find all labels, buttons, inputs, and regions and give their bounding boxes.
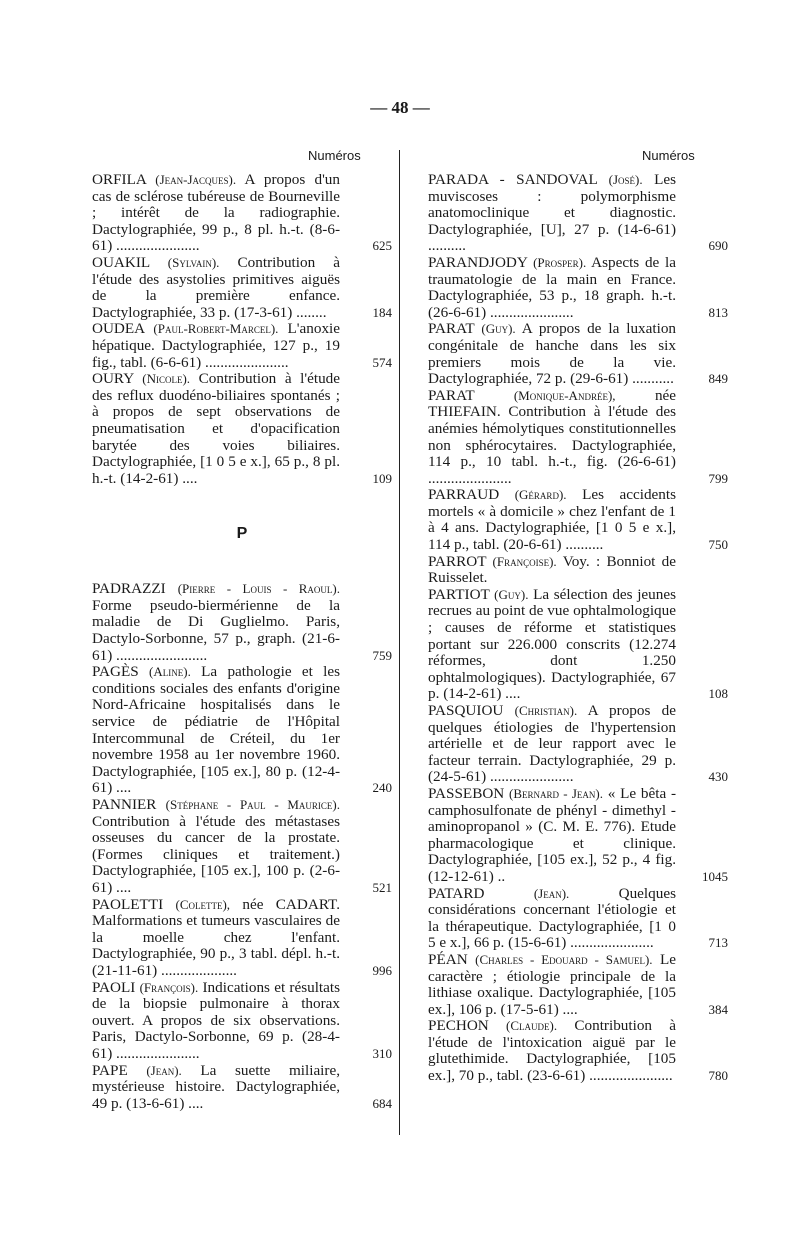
entry-text (92, 321, 340, 371)
entry-text (92, 664, 340, 797)
entry-given-name: (Christian). (514, 703, 578, 718)
index-entry (92, 664, 392, 797)
entry-given-name: (Jean). (533, 885, 570, 901)
entry-text (92, 797, 340, 897)
index-entry (428, 1018, 728, 1084)
entry-author: PAGÈS (92, 663, 139, 681)
entry-author: PASSEBON (428, 784, 505, 802)
entry-author: PAOLETTI (92, 895, 164, 913)
entry-author: PECHON (428, 1017, 489, 1035)
entry-number: 799 (708, 470, 728, 486)
entry-description: Indications et résultats de la biopsie pulmonaire à thorax ouvert. A propos de six observations. Paris, Dactylo-Sorbonne, 69 p. (28-4-61) ...................... (92, 978, 341, 1062)
index-entry (92, 371, 392, 487)
entry-description: Contribution à l'étude des métastases osseuses du cancer de la prostate. (Formes cliniques et traitement.) Dactylographiée, [105 ex.], 100 p. (2-6-61) .... (92, 812, 340, 896)
column-header-left: Numéros (308, 148, 361, 163)
index-entry (428, 321, 728, 387)
entry-number: 625 (372, 238, 392, 254)
entry-number: 780 (708, 1068, 728, 1084)
entry-given-name: (Prosper). (533, 254, 587, 270)
index-entry (428, 388, 728, 488)
index-entry (428, 786, 728, 886)
entry-description: Quelques considérations concernant l'étiologie et la thérapeutique. Dactylographiée, [1 0 5 e x.], 66 p. (15-6-61) ...................... (428, 884, 676, 952)
entry-description: Aspects de la traumatologie de la main en France. Dactylographiée, 53 p., 18 graph. h.-t. (26-6-61) ...................... (428, 253, 676, 321)
index-entry (92, 172, 392, 255)
entry-number: 240 (372, 780, 392, 796)
entry-description: La sélection des jeunes recrues au point de vue ophtalmologique ; causes de réforme et statistiques portant sur 226.000 conscrits (12.274 réformes, dont 1.250 ophtalmologiques). Dactylographiée, 67 p. (14-2-61) .... (428, 585, 677, 703)
entries-p (92, 581, 392, 1112)
index-entry (428, 952, 728, 1018)
entry-given-name: (Nicole). (142, 371, 191, 387)
entry-description: Les accidents mortels « à domicile » chez l'enfant de 1 à 4 ans. Dactylographiée, [1 0 5 e x.], 114 p., tabl. (20-6-61) .......... (428, 486, 677, 554)
entry-given-name: (Claude). (506, 1018, 558, 1034)
entry-given-name: (Colette), (175, 896, 231, 912)
entry-number: 750 (708, 537, 728, 553)
index-entry (92, 897, 392, 980)
entry-author: PARADA - SANDOVAL (428, 171, 598, 188)
entry-text (428, 587, 676, 703)
entry-given-name: (Guy). (481, 321, 516, 337)
entry-text (428, 786, 676, 886)
entry-description: La suette miliaire, mystérieuse histoire. Dactylographiée, 49 p. (13-6-61) .... (92, 1061, 340, 1112)
entry-author: PÉAN (428, 950, 468, 968)
entry-number: 1045 (702, 868, 728, 884)
entry-author: PARROT (428, 552, 487, 570)
entry-description: Voy. : Bonniot de Ruisselet. (428, 552, 676, 587)
entry-description: A propos de quelques étiologies de l'hypertension artérielle et de leur rapport avec le facteur terrain. Dactylographiée, 29 p. (24-5-61) ...................... (428, 702, 676, 786)
entry-number: 384 (708, 1001, 728, 1017)
entry-given-name: (Jean). (146, 1062, 182, 1078)
page-number: — 48 — (370, 98, 430, 117)
entry-description: Contribution à l'étude de l'intoxication aiguë par le glutethimide. Dactylographiée, [105 ex.], 70 p., tabl. (23-6-61) ...................... (428, 1017, 677, 1085)
entry-given-name: (Guy). (494, 586, 529, 602)
entry-author: PARANDJODY (428, 253, 528, 271)
entry-description: Les muviscoses : polymorphisme anatomoclinique et diagnostic. Dactylographiée, [U], 27 p. (14-6-61) .......... (428, 171, 677, 255)
entry-description: Le caractère ; étiologie principale de la lithiase oxalique. Dactylographiée, [105 ex.], 106 p. (17-5-61) .... (428, 950, 677, 1018)
entry-author: ORFILA (92, 171, 147, 188)
entries-o (92, 172, 392, 487)
index-entry (92, 581, 392, 664)
entry-number: 109 (372, 470, 392, 486)
index-entry (92, 1063, 392, 1113)
index-entry (92, 797, 392, 897)
index-entry (428, 587, 728, 703)
entry-number: 713 (708, 935, 728, 951)
entry-author: PANNIER (92, 796, 157, 813)
entry-author: PASQUIOU (428, 702, 504, 719)
entry-text (92, 897, 340, 980)
index-entry (428, 172, 728, 255)
entry-number: 813 (708, 304, 728, 320)
entry-number: 684 (372, 1095, 392, 1111)
entry-given-name: (Bernard - Jean). (509, 785, 603, 801)
entry-description: A propos de la luxation congénitale de hanche dans les six premiers mois de la vie. Dactylographiée, 72 p. (29-6-61) ........... (428, 320, 677, 388)
entry-given-name: (Aline). (149, 664, 191, 680)
entry-description: « Le bêta - camphosulfonate de phényl - dimethyl - aminopropanol » (C. M. E. 776). Etude pharmacologique et clinique. Dactylographiée, [105 ex.], 52 p., 4 fig. (12-12-61) .. (428, 784, 677, 885)
entry-description: L'anoxie hépatique. Dactylographiée, 127 p., 19 fig., tabl. (6-6-61) ...................... (92, 320, 341, 371)
entry-given-name: (François). (139, 979, 199, 995)
entry-text (428, 388, 676, 488)
entry-given-name: (Charles - Edouard - Samuel). (475, 951, 653, 967)
right-column (428, 172, 728, 1085)
index-entry (428, 703, 728, 786)
index-entry (428, 255, 728, 321)
entry-text (428, 255, 676, 321)
entry-text (92, 255, 340, 321)
entry-author: PATARD (428, 884, 485, 902)
entry-author: PARTIOT (428, 585, 490, 603)
entry-text (428, 554, 676, 587)
entry-author: PARRAUD (428, 486, 500, 504)
entry-author: PADRAZZI (92, 580, 166, 598)
index-entry (92, 255, 392, 321)
entry-text (428, 1018, 676, 1084)
entry-author: PARAT (428, 386, 475, 404)
entry-text (428, 703, 676, 786)
entry-number: 574 (372, 354, 392, 370)
entry-text (428, 952, 676, 1018)
entry-number: 849 (708, 371, 728, 387)
section-letter: P (236, 525, 248, 543)
entry-author: OUDEA (92, 320, 145, 338)
entry-description: née CADART. Malformations et tumeurs vasculaires de la moelle chez l'enfant. Dactylographiée, 90 p., 3 tabl. dépl. h.-t. (21-11-61) .................... (92, 895, 340, 979)
entry-description: née THIEFAIN. Contribution à l'étude des anémies hémolytiques constitutionnelles non sphérocytaires. Dactylographiée, 114 p., 10 tabl. h.-t., fig. (26-6-61) ...................... (428, 386, 677, 487)
entry-number: 996 (372, 962, 392, 978)
entry-author: OURY (92, 370, 134, 388)
entry-given-name: (Françoise). (492, 553, 557, 569)
index-entry (428, 487, 728, 553)
entry-text (92, 172, 340, 255)
entry-given-name: (José). (608, 172, 643, 187)
entry-given-name: (Sylvain). (167, 254, 220, 270)
column-header-right: Numéros (642, 148, 695, 163)
index-entry (92, 980, 392, 1063)
entry-number: 108 (708, 686, 728, 702)
entry-text (92, 980, 340, 1063)
entry-number: 690 (708, 238, 728, 254)
entry-text (92, 1063, 340, 1113)
entry-description: Contribution à l'étude des reflux duodéno-biliaires spontanés ; à propos de sept observations de pneumatisation et d'opacification barytée des voies biliaires. Dactylographiée, [1 0 5 e x.], 65 p., 8 pl. h.-t. (14-2-61) .... (92, 370, 341, 487)
entry-author: PARAT (428, 320, 475, 338)
index-entry (428, 554, 728, 587)
entry-author: OUAKIL (92, 253, 150, 271)
entry-author: PAPE (92, 1061, 128, 1079)
entry-number: 430 (708, 769, 728, 785)
entry-number: 759 (372, 647, 392, 663)
index-entry (428, 886, 728, 952)
entry-text (428, 321, 676, 387)
entry-number: 184 (372, 304, 392, 320)
column-divider (399, 150, 400, 1135)
entry-given-name: (Jean-Jacques). (155, 172, 237, 187)
entry-given-name: (Gérard). (514, 487, 567, 503)
entry-text (428, 487, 676, 553)
entry-description: Forme pseudo-biermérienne de la maladie de Di Guglielmo. Paris, Dactylo-Sorbonne, 57 p., graph. (21-6-61) ........................ (92, 596, 340, 664)
entry-author: PAOLI (92, 978, 136, 996)
entry-text (428, 172, 676, 255)
entry-text (92, 371, 340, 487)
entry-given-name: (Stéphane - Paul - Maurice). (165, 797, 341, 812)
entry-text (428, 886, 676, 952)
entry-given-name: (Paul-Robert-Marcel). (153, 321, 279, 337)
entry-number: 310 (372, 1045, 392, 1061)
entry-text (92, 581, 340, 664)
entry-given-name: (Pierre - Louis - Raoul). (177, 581, 340, 597)
index-entry (92, 321, 392, 371)
entry-description: Contribution à l'étude des asystolies primitives aiguës de la première enfance. Dactylographiée, 33 p. (17-3-61) ........ (92, 253, 341, 321)
entries-p-continued (428, 172, 728, 1085)
entry-number: 521 (372, 879, 392, 895)
entry-given-name: (Monique-Andrée), (513, 387, 616, 403)
left-column (92, 172, 392, 1112)
entry-description: A propos d'un cas de sclérose tubéreuse de Bourneville ; intérêt de la radiographie. Dactylographiée, 99 p., 8 pl. h.-t. (8-6-61) ...................... (92, 171, 340, 255)
entry-description: La pathologie et les conditions sociales des enfants d'origine Nord-Africaine hospitalisés dans le service de pédiatrie de l'Hôpital Intercommunal de Créteil, du 1er novembre 1958 au 1er novembre 1960. Dactylographiée, [105 ex.], 80 p. (12-4-61) .... (92, 663, 341, 797)
